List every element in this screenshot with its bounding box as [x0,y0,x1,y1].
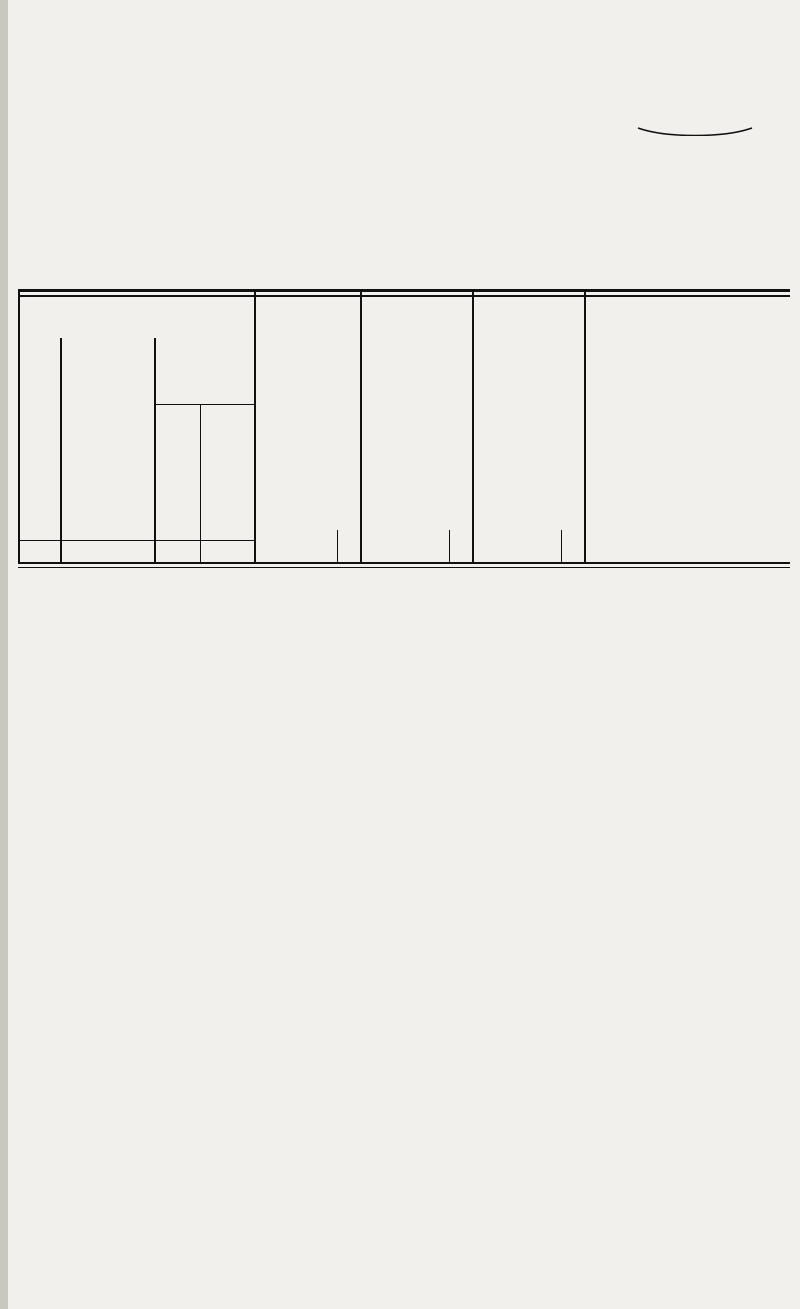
zahl-rule-3 [561,530,562,564]
col-rule-0 [18,292,20,564]
zahl-rule-1 [337,530,338,564]
page-edge [0,0,8,1309]
zahl-rule-2 [449,530,450,564]
table-top-rule [18,289,790,292]
col-rule-5 [472,292,474,564]
col-rule-6 [584,292,586,564]
mw-rule [18,540,254,541]
col-rule-2 [154,338,156,564]
header-bottom-rule [18,562,790,564]
col-rule-4 [360,292,362,564]
swash-ornament [636,124,754,136]
header-bottom-rule-thin [18,567,790,568]
col-rule-3 [254,292,256,564]
behandelt-rule [154,404,254,405]
table-top-rule-thin [18,295,790,297]
col-rule-1 [60,338,62,564]
